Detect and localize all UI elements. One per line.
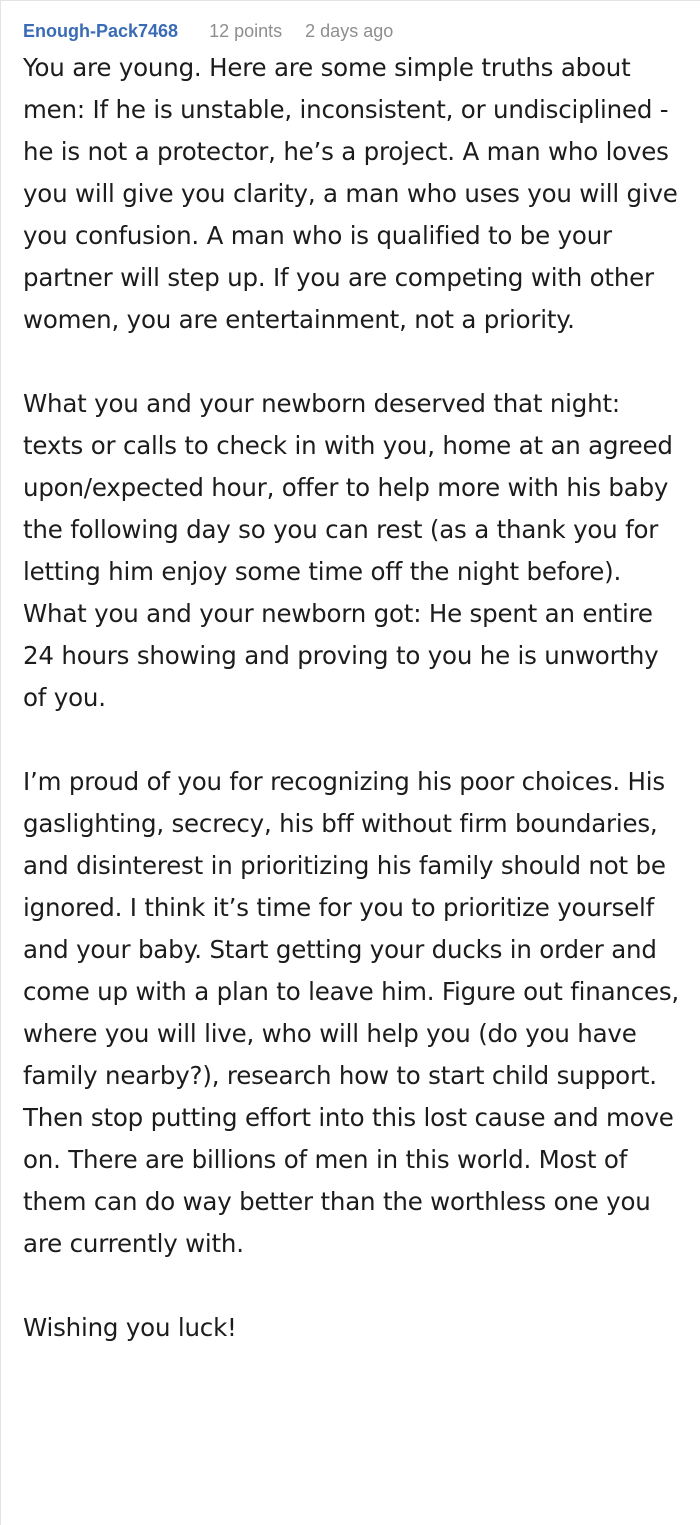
timestamp: 2 days ago	[305, 21, 394, 41]
points: 12 points	[209, 21, 283, 41]
paragraph: What you and your newborn deserved that night: texts or calls to check in with you, home at an agreed upon/expected hour, offer to help more with his baby the following day so you can rest (as a thank you for letting him enjoy some time off the night before). What you and your newborn got: He spent an entire 24 hours showing and proving to you he is unworthy of you.	[23, 389, 673, 712]
author-link[interactable]: Enough-Pack7468	[23, 21, 179, 41]
paragraph: Wishing you luck!	[23, 1313, 237, 1342]
comment-meta	[23, 17, 680, 47]
comment-body	[23, 47, 680, 1349]
paragraph: You are young. Here are some simple truths about men: If he is unstable, inconsistent, or undisciplined - he is not a protector, he’s a project. A man who loves you will give you clarity, a man who uses you will give you confusion. A man who is qualified to be your partner will step up. If you are competing with other women, you are entertainment, not a priority.	[23, 53, 678, 334]
paragraph: I’m proud of you for recognizing his poor choices. His gaslighting, secrecy, his bff without firm boundaries, and disinterest in prioritizing his family should not be ignored. I think it’s time for you to prioritize yourself and your baby. Start getting your ducks in order and come up with a plan to leave him. Figure out finances, where you will live, who will help you (do you have family nearby?), research how to start child support. Then stop putting effort into this lost cause and move on. There are billions of men in this world. Most of them can do way better than the worthless one you are currently with.	[23, 767, 680, 1258]
